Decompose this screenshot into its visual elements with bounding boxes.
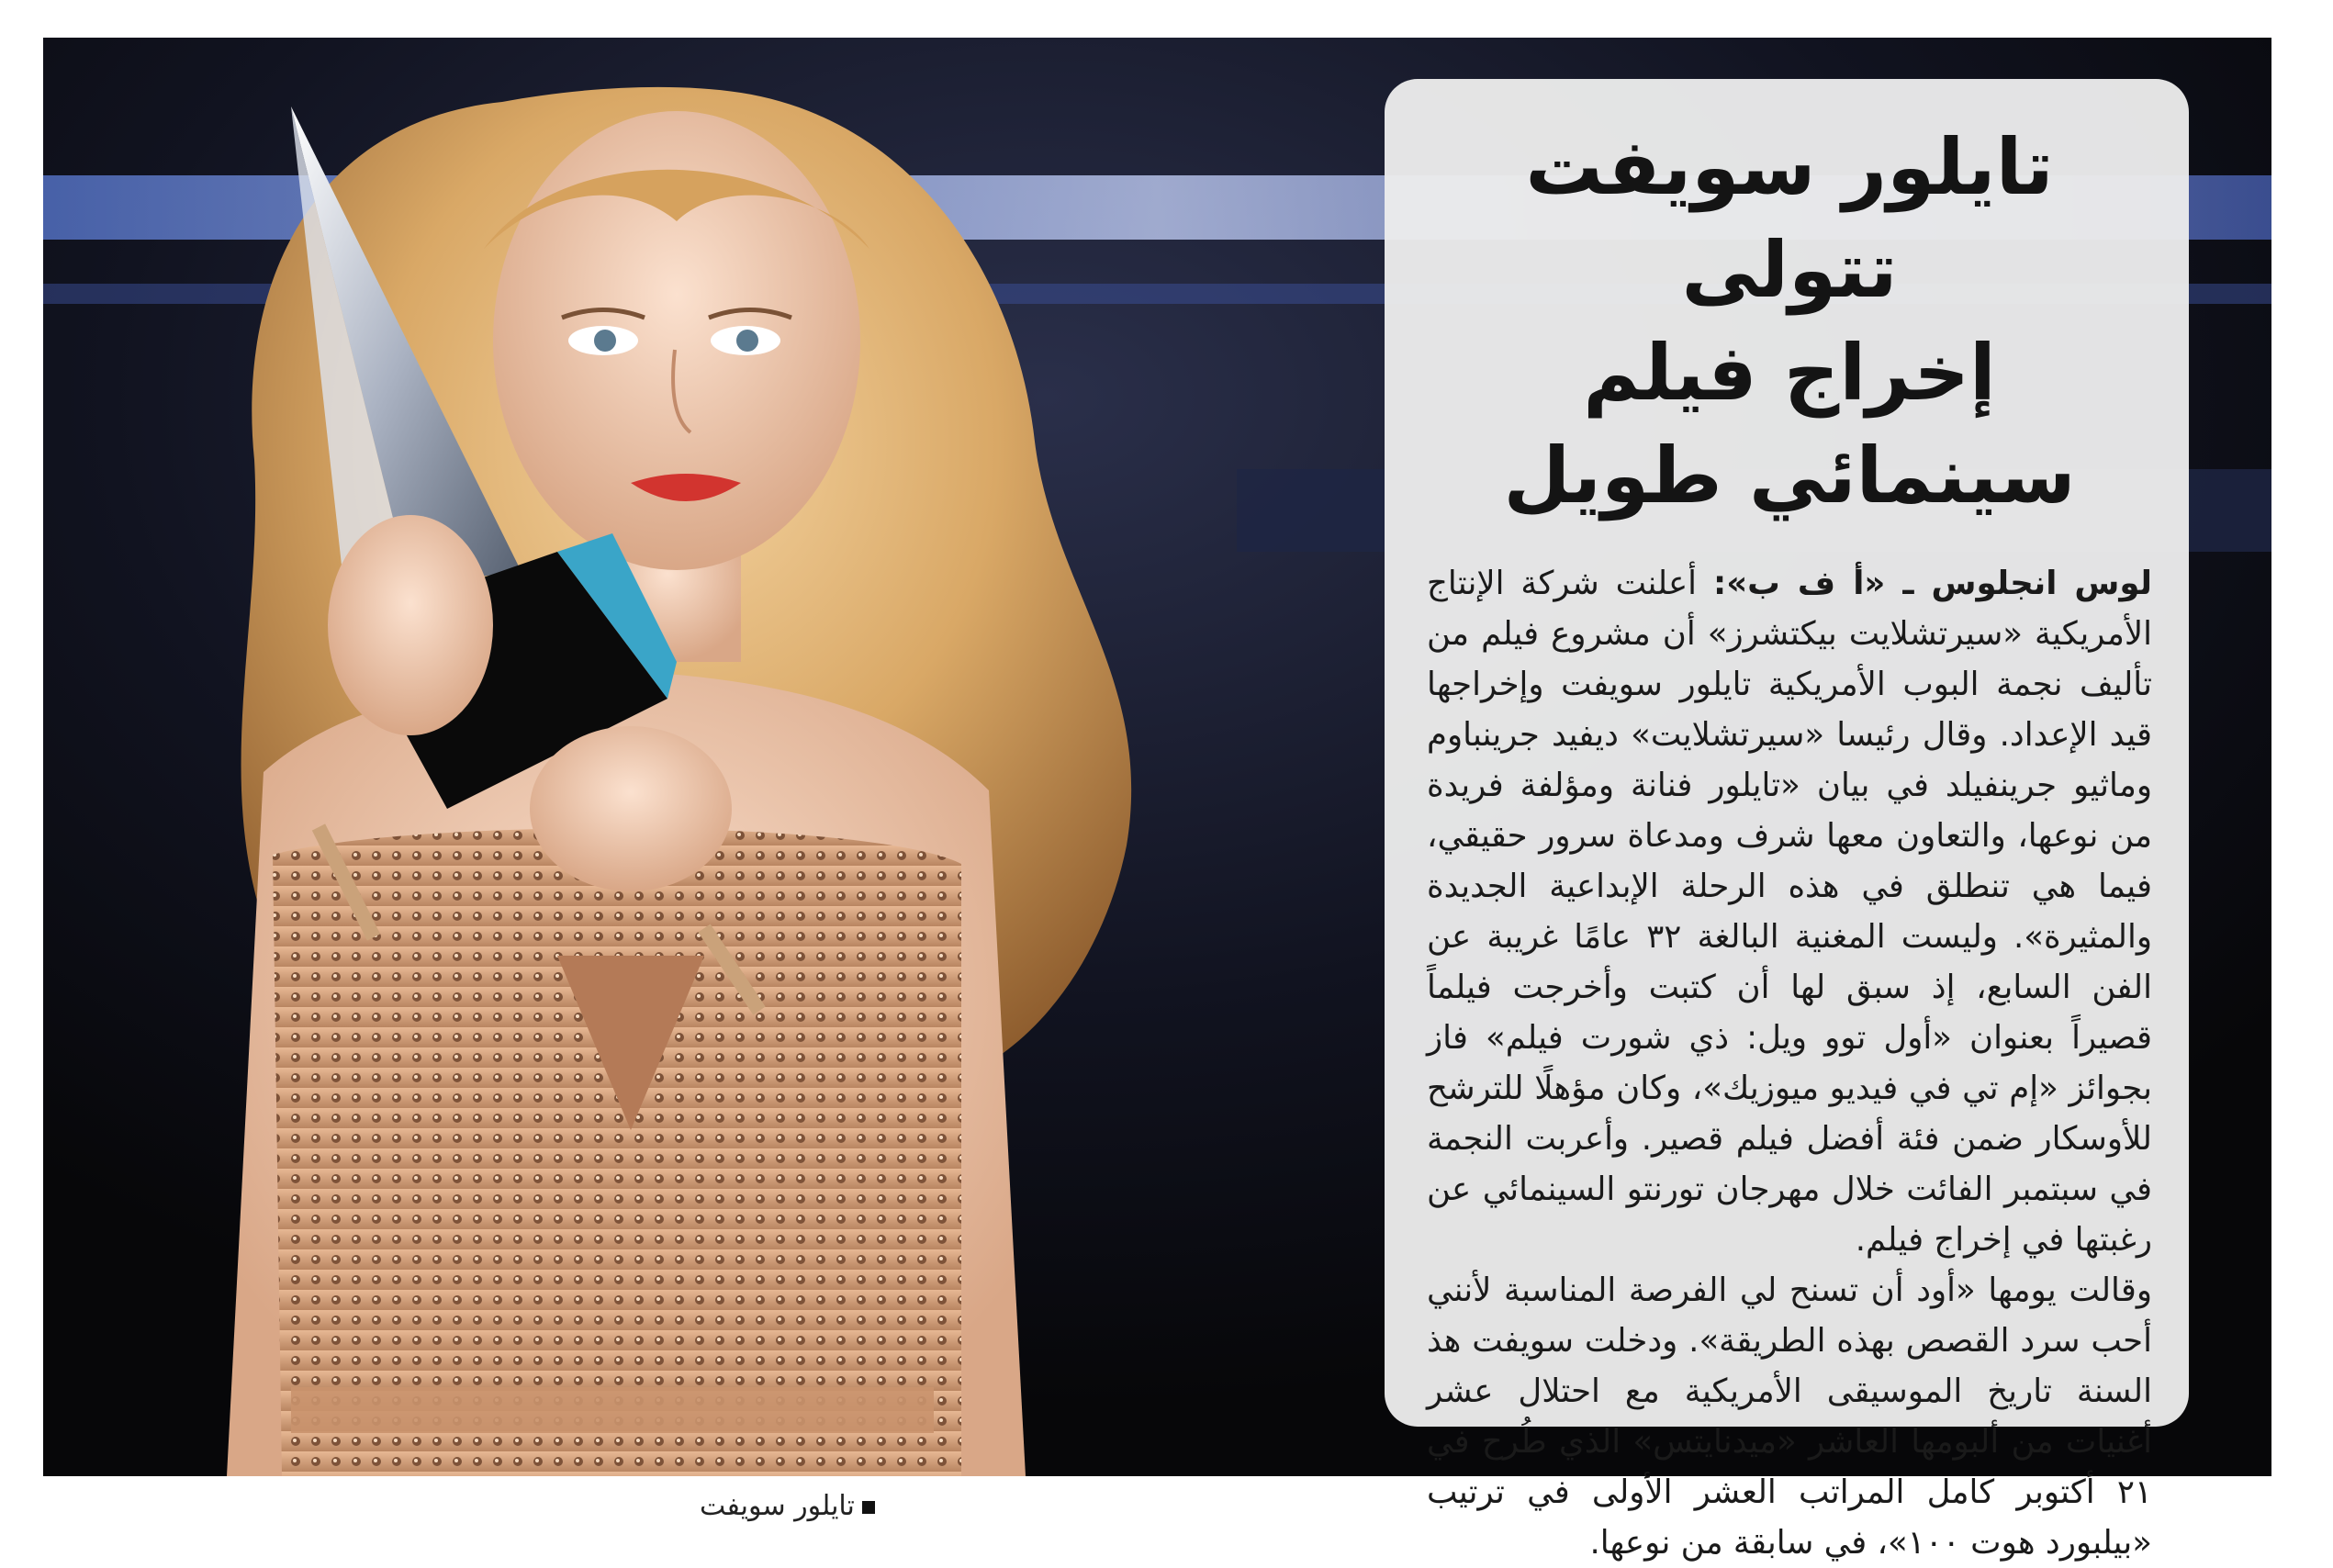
article-paragraph-1 [1427, 558, 2152, 1265]
studded-dress-shape [273, 828, 961, 1476]
article-panel [1385, 79, 2189, 1562]
article-paragraph-2: وقالت يومها «أود أن تسنح لي الفرصة المناسبة لأنني أحب سرد القصص بهذه الطريقة». ودخلت سويفت هذ السنة تاريخ الموسيقى الأمريكية مع احتلال عشر أغنيات من ألبومها العاشر «ميدنايتس» الذي طُرح في ٢١ أكتوبر كامل المراتب العشر الأولى في ترتيب «بيلبورد هوت ١٠٠»، في سابقة من نوعها. [1427, 1271, 2152, 1562]
article-dateline: لوس انجلوس ـ «أ ف ب»: [1713, 565, 2152, 602]
article-paragraph-1-text: أعلنت شركة الإنتاج الأمريكية «سيرتشلايت بيكتشرز» أن مشروع فيلم من تأليف نجمة البوب الأمريكية تايلور سويفت وإخراجها قيد الإعداد. وقال رئيسا «سيرتشلايت» ديفيد جرينباوم وماثيو جرينفيلد في بيان «تايلور فنانة ومؤلفة فريدة من نوعها، والتعاون معها شرف ومدعاة سرور حقيقي، فيما هي تنطلق في هذه الرحلة الإبداعية الجديدة والمثيرة». وليست المغنية البالغة ٣٢ عامًا غريبة عن الفن السابع، إذ سبق لها أن كتبت وأخرجت فيلماً قصيراً بعنوان «أول توو ويل: ذي شورت فيلم» فاز بجوائز «إم تي في فيديو ميوزيك»، وكان مؤهلًا للترشح للأوسكار ضمن فئة أفضل فيلم قصير. وأعربت النجمة في سبتمبر الفائت خلال مهرجان تورنتو السينمائي عن رغبتها في إخراج فيلم. [1427, 565, 2152, 1259]
article-headline [1427, 116, 2152, 527]
article-body [1427, 558, 2152, 1568]
caption-bullet-icon [862, 1501, 875, 1514]
photo-caption [700, 1490, 875, 1522]
left-hand-shape [328, 515, 493, 735]
photo-caption-text: تايلور سويفت [700, 1490, 855, 1522]
headline-line-1: تايلور سويفت تتولى [1525, 122, 2054, 315]
right-hand-shape [530, 726, 732, 891]
headline-line-2: إخراج فيلم سينمائي طويل [1503, 328, 2076, 521]
